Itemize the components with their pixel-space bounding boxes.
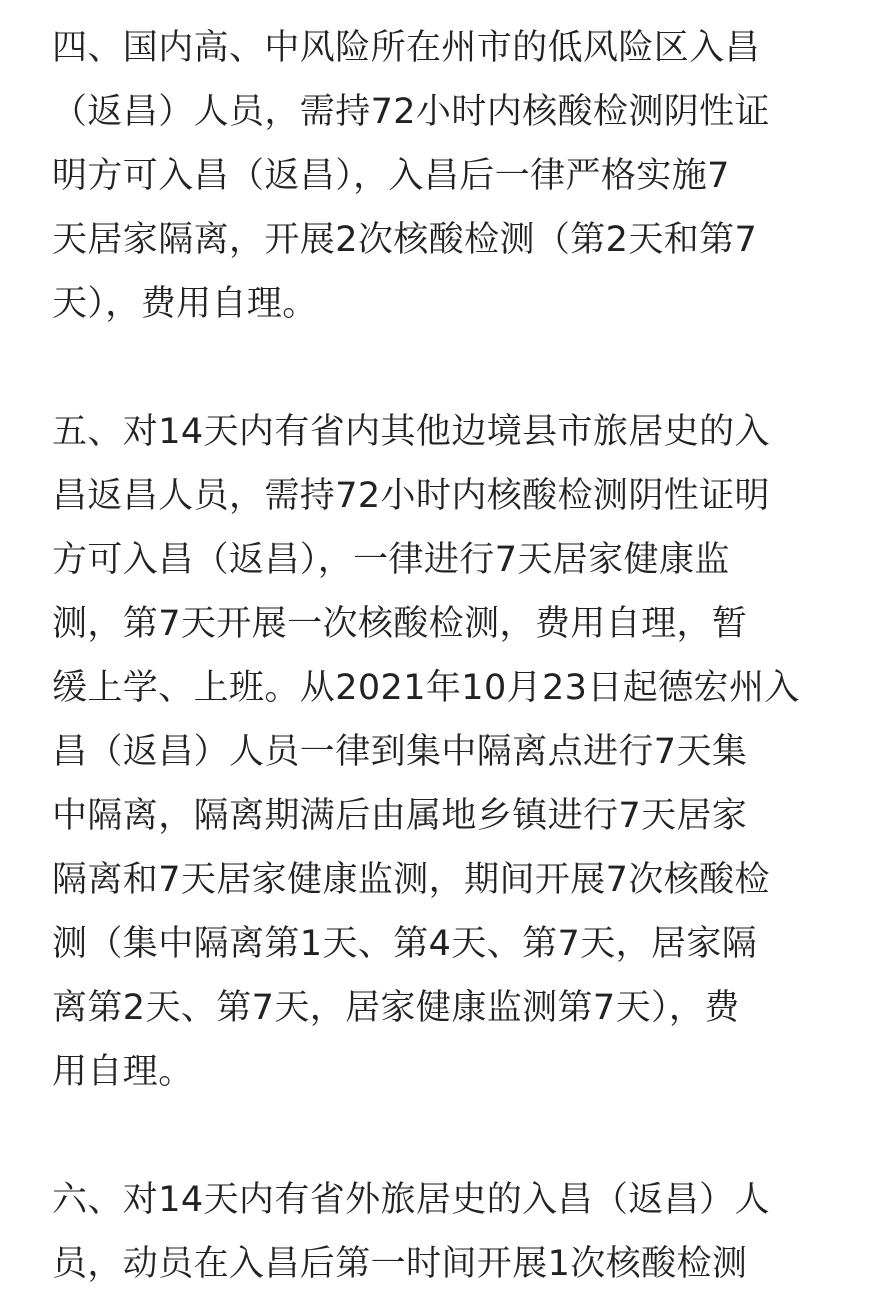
text-line: 昌（返昌）人员一律到集中隔离点进行7天集 <box>52 732 748 772</box>
paragraph-five <box>52 400 842 1104</box>
text-line: 方可入昌（返昌），一律进行7天居家健康监 <box>52 540 730 580</box>
text-line: 用自理。 <box>52 1052 194 1092</box>
text-line: 明方可入昌（返昌），入昌后一律严格实施7 <box>52 156 730 196</box>
text-line: 测（集中隔离第1天、第4天、第7天，居家隔 <box>52 924 758 964</box>
article-body <box>52 16 842 1296</box>
text-line: 六、对14天内有省外旅居史的入昌（返昌）人 <box>52 1180 770 1220</box>
text-line: （返昌）人员，需持72小时内核酸检测阴性证 <box>52 92 770 132</box>
text-line: 昌返昌人员，需持72小时内核酸检测阴性证明 <box>52 476 770 516</box>
text-line: 离第2天、第7天，居家健康监测第7天），费 <box>52 988 740 1028</box>
text-line: 中隔离，隔离期满后由属地乡镇进行7天居家 <box>52 796 748 836</box>
text-line: 测，第7天开展一次核酸检测，费用自理，暂 <box>52 604 748 644</box>
paragraph-four <box>52 16 842 336</box>
text-line: 员，动员在入昌后第一时间开展1次核酸检测 <box>52 1244 748 1284</box>
paragraph-six <box>52 1168 842 1296</box>
text-line: 隔离和7天居家健康监测，期间开展7次核酸检 <box>52 860 770 900</box>
text-line: 五、对14天内有省内其他边境县市旅居史的入 <box>52 412 770 452</box>
text-line: 缓上学、上班。从2021年10月23日起德宏州入 <box>52 668 800 708</box>
text-line: 四、国内高、中风险所在州市的低风险区入昌 <box>52 28 761 68</box>
text-line: 天），费用自理。 <box>52 284 318 324</box>
text-line: 天居家隔离，开展2次核酸检测（第2天和第7 <box>52 220 758 260</box>
